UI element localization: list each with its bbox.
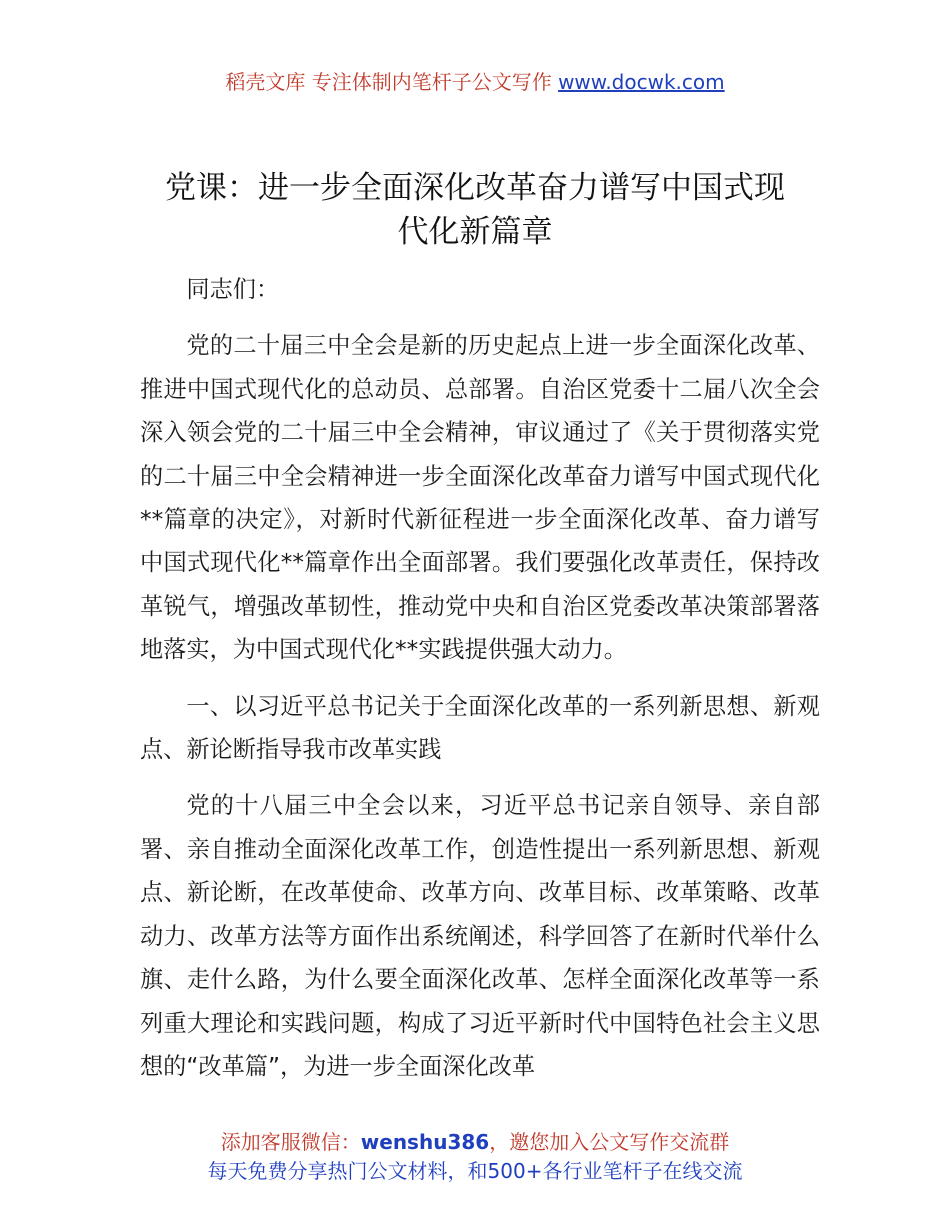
title-line-1: 党课：进一步全面深化改革奋力谱写中国式现 (165, 170, 785, 206)
wechat-suffix: ，邀您加入公文写作交流群 (489, 1130, 730, 1154)
brand-text: 稻壳文库 专注体制内笔杆子公文写作 (225, 70, 552, 94)
salutation: 同志们： (186, 276, 280, 303)
document-body (140, 268, 820, 1101)
paragraph-intro: 党的二十届三中全会是新的历史起点上进一步全面深化改革、推进中国式现代化的总动员、总部署。自治区党委十二届八次全会深入领会党的二十届三中全会精神，审议通过了《关于贯彻落实党的二十届三中全会精神进一步全面深化改革奋力谱写中国式现代化**篇章的决定》，对新时代新征程进一步全面深化改革、奋力谱写中国式现代化**篇章作出全面部署。我们要强化改革责任，保持改革锐气，增强改革韧性，推动党中央和自治区党委改革决策部署落地落实，为中国式现代化**实践提供强大动力。 (140, 332, 820, 664)
footer-ad-line-2: 每天免费分享热门公文材料，和500+各行业笔杆子在线交流 (207, 1159, 743, 1183)
section-heading-1: 一、以习近平总书记关于全面深化改革的一系列新思想、新观点、新论断指导我市改革实践 (140, 692, 820, 764)
document-title (130, 166, 820, 254)
footer-ad-line-1 (0, 1128, 950, 1157)
wechat-id: wenshu386 (360, 1130, 490, 1154)
site-link[interactable]: www.docwk.com (558, 70, 725, 94)
footer-ad (0, 1128, 950, 1186)
paragraph-section-1: 党的十八届三中全会以来，习近平总书记亲自领导、亲自部署、亲自推动全面深化改革工作，创造性提出一系列新思想、新观点、新论断，在改革使命、改革方向、改革目标、改革策略、改革动力、改革方法等方面作出系统阐述，科学回答了在新时代举什么旗、走什么路，为什么要全面深化改革、怎样全面深化改革等一系列重大理论和实践问题，构成了习近平新时代中国特色社会主义思想的“改革篇”，为进一步全面深化改革 (140, 792, 820, 1080)
title-line-2: 代化新篇章 (397, 214, 553, 250)
header-banner (0, 68, 950, 96)
wechat-prefix: 添加客服微信： (220, 1130, 361, 1154)
